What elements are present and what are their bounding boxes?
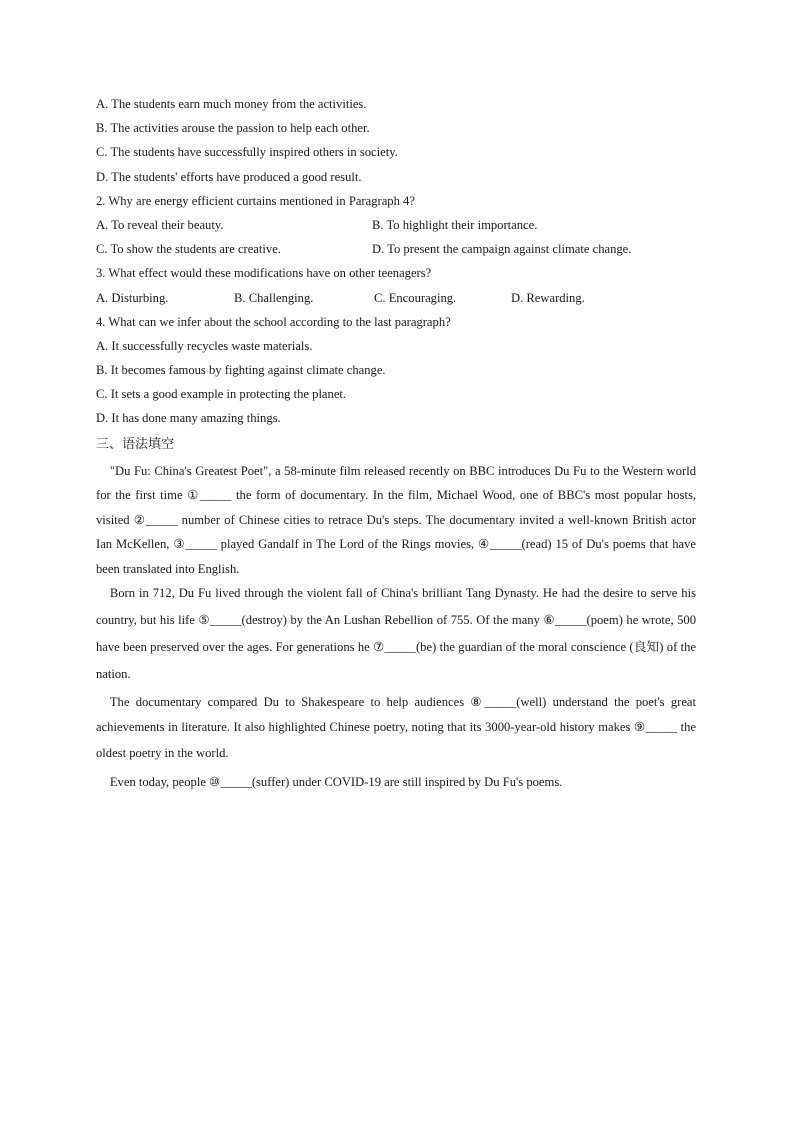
q2-options-row-2 (96, 240, 696, 264)
passage-paragraph-1: "Du Fu: China's Greatest Poet", a 58-minute film released recently on BBC introduces Du Fu to the Western world for the first time ①_____ the form of documentary. In the film, Michael Wood, one of BBC's most popular hosts, visited ②_____ number of Chinese cities to retrace Du's steps. The documentary invited a well-known British actor Ian McKellen, ③_____ played Gandalf in The Lord of the Rings movies, ④_____(read) 15 of Du's poems that have been translated into English. (96, 463, 696, 576)
q3-option-a: A. Disturbing. (96, 290, 169, 305)
q3-option-b: B. Challenging. (234, 290, 314, 305)
q2-options-row-1 (96, 216, 696, 240)
q3-options-row (96, 289, 696, 313)
q2-option-c: C. To show the students are creative. (96, 242, 281, 257)
q4-option-b: B. It becomes famous by fighting against climate change. (96, 363, 386, 378)
q3-option-c: C. Encouraging. (374, 290, 457, 305)
section-title: 三、语法填空 (96, 436, 175, 452)
q4-stem: 4. What can we infer about the school according to the last paragraph? (96, 314, 451, 329)
q1-option-d: D. The students' efforts have produced a good result. (96, 169, 362, 184)
passage-paragraph-4: Even today, people ⑩_____(suffer) under COVID-19 are still inspired by Du Fu's poems. (109, 775, 563, 790)
q2-stem: 2. Why are energy efficient curtains mentioned in Paragraph 4? (96, 193, 415, 208)
q1-option-b: B. The activities arouse the passion to help each other. (96, 121, 370, 136)
passage-paragraph-3: The documentary compared Du to Shakespeare to help audiences ⑧_____(well) understand the poet's great achievements in literature. It also highlighted Chinese poetry, noting that its 3000-year-old history makes ⑨_____ the oldest poetry in the world. (96, 694, 696, 760)
q1-option-a: A. The students earn much money from the activities. (96, 97, 367, 111)
q1-option-c: C. The students have successfully inspired others in society. (96, 145, 398, 160)
q2-option-a: A. To reveal their beauty. (96, 217, 224, 232)
q4-option-c: C. It sets a good example in protecting the planet. (96, 387, 347, 402)
worksheet-page (96, 95, 696, 795)
q2-option-b: B. To highlight their importance. (372, 217, 538, 232)
passage-paragraph-2: Born in 712, Du Fu lived through the violent fall of China's brilliant Tang Dynasty. He had the desire to serve his country, but his life ⑤_____(destroy) by the An Lushan Rebellion of 755. Of the many ⑥_____(poem) he wrote, 500 have been preserved over the ages. For generations he ⑦_____(be) the guardian of the moral conscience (良知) of the nation. (96, 585, 696, 681)
q4-option-a: A. It successfully recycles waste materials. (96, 338, 313, 353)
q2-option-d: D. To present the campaign against climate change. (372, 242, 632, 257)
q3-option-d: D. Rewarding. (511, 290, 585, 305)
q3-stem: 3. What effect would these modifications have on other teenagers? (96, 266, 432, 281)
q4-option-d: D. It has done many amazing things. (96, 411, 281, 426)
